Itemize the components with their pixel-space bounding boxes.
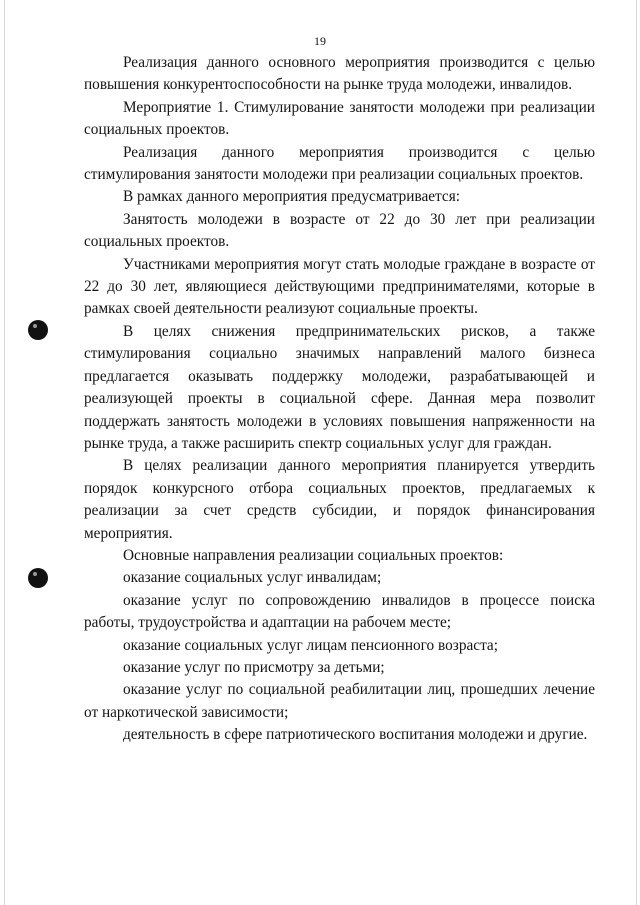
- document-body: [84, 52, 595, 747]
- list-item-disabled-services: оказание социальных услуг инвалидам;: [123, 569, 382, 587]
- list-item-childcare: оказание услуг по присмотру за детьми;: [123, 658, 385, 676]
- list-item-pensioner-services: оказание социальных услуг лицам пенсионного возраста;: [123, 636, 498, 654]
- paragraph-participants: Участниками мероприятия могут стать молодые граждане в возрасте от 22 до 30 лет, являющиеся действующими предпринимателями, которые в рамках своей деятельности реализуют социальные проекты.: [84, 255, 595, 318]
- paragraph-directions-lead: Основные направления реализации социальных проектов:: [123, 546, 504, 564]
- paragraph-risk-reduction: В целях снижения предпринимательских рисков, а также стимулирования социально значимых направлений малого бизнеса предлагается оказывать поддержку молодежи, разрабатывающей и реализующей проекты в социальной сфере. Данная мера позволит поддержать занятость молодежи в условиях повышения напряженности на рынке труда, а также расширить спектр социальных услуг для граждан.: [84, 322, 595, 452]
- paragraph-employment: Занятость молодежи в возрасте от 22 до 30 лет при реализации социальных проектов.: [84, 210, 595, 251]
- paragraph-intro: Реализация данного основного мероприятия производится с целью повышения конкурентоспособности на рынке труда молодежи, инвалидов.: [84, 54, 595, 94]
- list-item-rehabilitation: оказание услуг по социальной реабилитации лиц, прошедших лечение от наркотической зависимости;: [84, 681, 595, 721]
- page-number: 19: [314, 34, 326, 48]
- page-left-edge: [4, 0, 5, 905]
- paragraph-measure-goal: Реализация данного мероприятия производится с целью стимулирования занятости молодежи при реализации социальных проектов.: [84, 143, 595, 184]
- paragraph-measure-title: Мероприятие 1. Стимулирование занятости молодежи при реализации социальных проектов.: [84, 98, 595, 139]
- paragraph-implementation: В целях реализации данного мероприятия планируется утвердить порядок конкурсного отбора социальных проектов, предлагаемых к реализации за счет средств субсидии, и порядок финансирования мероприятия.: [84, 457, 595, 542]
- list-item-patriotic: деятельность в сфере патриотического воспитания молодежи и другие.: [123, 726, 588, 744]
- punch-hole-bottom: [28, 568, 48, 588]
- list-item-job-support: оказание услуг по сопровождению инвалидов в процессе поиска работы, трудоустройства и адаптации на рабочем месте;: [84, 591, 595, 632]
- page-right-edge: [636, 0, 637, 905]
- punch-hole-top: [28, 320, 48, 340]
- paragraph-provisions-lead: В рамках данного мероприятия предусматривается:: [123, 188, 460, 206]
